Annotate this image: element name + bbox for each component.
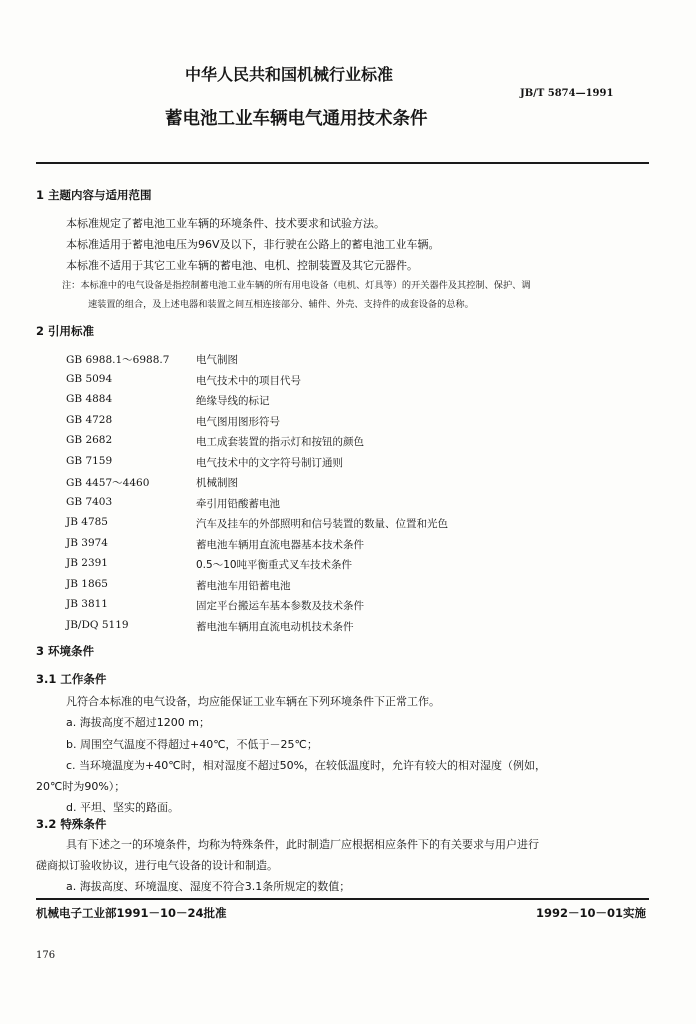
section-3-1-intro: 凡符合本标准的电气设备，均应能保证工业车辆在下列环境条件下正常工作。 [66, 695, 440, 708]
reference-code: GB 5094 [66, 372, 113, 385]
reference-code: GB 2682 [66, 434, 113, 446]
reference-code: GB 4457～4460 [66, 477, 150, 489]
reference-code: JB 3811 [66, 598, 108, 610]
section-1-paragraph: 本标准不适用于其它工业车辆的蓄电池、电机、控制装置及其它元器件。 [66, 259, 418, 272]
list-item: d. 平坦、坚实的路面。 [66, 801, 179, 814]
reference-title: 汽车及挂车的外部照明和信号装置的数量、位置和光色 [196, 518, 448, 530]
reference-title: 电气图用图形符号 [196, 415, 280, 428]
reference-code: JB 4785 [66, 516, 108, 528]
list-item-continuation: 20℃时为90%）； [36, 780, 126, 793]
reference-title: 蓄电池车辆用直流电动机技术条件 [196, 620, 354, 633]
section-3-heading: 3 环境条件 [36, 644, 95, 658]
reference-code: JB 1865 [66, 577, 108, 590]
reference-title: 牵引用铅酸蓄电池 [196, 497, 280, 510]
section-1-paragraph: 本标准规定了蓄电池工业车辆的环境条件、技术要求和试验方法。 [66, 217, 385, 230]
reference-title: 固定平台搬运车基本参数及技术条件 [196, 600, 364, 612]
reference-title: 电工成套装置的指示灯和按钮的颜色 [196, 436, 364, 448]
section-3-2-paragraph: 具有下述之一的环境条件，均称为特殊条件，此时制造厂应根据相应条件下的有关要求与用户进行 [66, 838, 539, 851]
reference-title: 电气技术中的项目代号 [196, 374, 301, 387]
section-3-2-heading: 3.2 特殊条件 [36, 817, 107, 831]
section-1-note: 注：本标准中的电气设备是指控制蓄电池工业车辆的所有用电设备（电机、灯具等）的开关器件及其控制、保护、调 [62, 280, 531, 291]
reference-code: GB 4884 [66, 393, 113, 405]
effective-date: 1992－10－01实施 [536, 906, 647, 920]
reference-code: GB 6988.1～6988.7 [66, 354, 170, 366]
reference-code: GB 7403 [66, 495, 113, 508]
section-1-heading: 1 主题内容与适用范围 [36, 188, 152, 202]
footer-rule [36, 898, 649, 900]
section-3-2-paragraph: 磋商拟订验收协议，进行电气设备的设计和制造。 [36, 859, 278, 872]
header-rule [36, 162, 649, 164]
list-item: a. 海拔高度、环境温度、湿度不符合3.1条所规定的数值； [66, 880, 351, 893]
list-item: a. 海拔高度不超过1200 m； [66, 716, 210, 729]
reference-title: 电气技术中的文字符号制订通则 [196, 456, 343, 469]
standard-number: JB/T 5874—1991 [520, 88, 614, 99]
reference-title: 绝缘导线的标记 [196, 395, 270, 407]
reference-code: GB 4728 [66, 413, 113, 426]
reference-code: JB/DQ 5119 [66, 618, 129, 631]
document-title: 蓄电池工业车辆电气通用技术条件 [165, 109, 428, 129]
list-item: c. 当环境温度为+40℃时，相对湿度不超过50%，在较低温度时，允许有较大的相对湿度（例如， [66, 759, 547, 772]
org-title: 中华人民共和国机械行业标准 [185, 65, 394, 84]
reference-code: GB 7159 [66, 454, 113, 467]
reference-code: JB 3974 [66, 536, 108, 549]
page-number: 176 [36, 950, 56, 961]
section-1-paragraph: 本标准适用于蓄电池电压为96V及以下，非行驶在公路上的蓄电池工业车辆。 [66, 238, 440, 251]
reference-code: JB 2391 [66, 557, 108, 569]
approval-date: 机械电子工业部1991－10－24批准 [36, 906, 227, 920]
reference-title: 机械制图 [196, 477, 238, 489]
reference-title: 蓄电池车辆用直流电器基本技术条件 [196, 538, 364, 551]
reference-title: 0.5～10吨平衡重式叉车技术条件 [196, 559, 353, 571]
reference-title: 蓄电池车用铅蓄电池 [196, 579, 291, 592]
section-1-note: 速装置的组合，及上述电器和装置之间互相连接部分、辅件、外壳、支持件的成套设备的总称。 [88, 299, 474, 310]
reference-title: 电气制图 [196, 354, 238, 366]
section-2-heading: 2 引用标准 [36, 324, 95, 338]
list-item: b. 周围空气温度不得超过+40℃，不低于－25℃； [66, 738, 318, 751]
section-3-1-heading: 3.1 工作条件 [36, 672, 107, 686]
